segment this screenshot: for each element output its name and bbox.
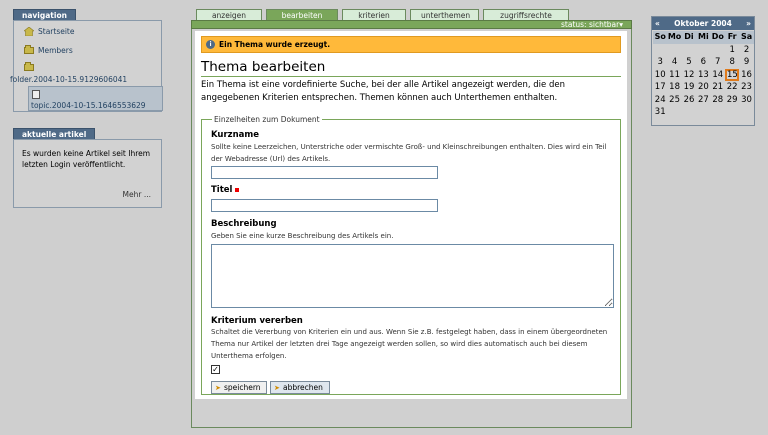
tab-unterthemen[interactable]: unterthemen bbox=[410, 9, 479, 21]
tab-kriterien[interactable]: kriterien bbox=[342, 9, 406, 21]
calendar-day[interactable]: 16 bbox=[741, 69, 752, 80]
tab-zugriffsrechte[interactable]: zugriffsrechte bbox=[483, 9, 569, 21]
titel-label-text: Titel bbox=[211, 185, 233, 195]
titel-label bbox=[211, 185, 239, 195]
status-dropdown[interactable] bbox=[561, 20, 623, 29]
tab-anzeigen[interactable]: anzeigen bbox=[196, 9, 262, 21]
calendar-header bbox=[652, 17, 754, 30]
calendar-weekday: Mo bbox=[667, 31, 681, 44]
calendar-day[interactable]: 7 bbox=[715, 57, 721, 67]
content-area bbox=[195, 31, 627, 399]
calendar-day[interactable]: 11 bbox=[669, 69, 680, 80]
navigation-box bbox=[10, 20, 162, 112]
calendar-day[interactable]: 24 bbox=[654, 94, 666, 105]
calendar-day bbox=[711, 106, 725, 119]
calendar-day[interactable]: 19 bbox=[683, 82, 695, 92]
beschreibung-textarea[interactable] bbox=[211, 244, 614, 308]
nav-item-label: Startseite bbox=[38, 27, 75, 36]
calendar-day[interactable]: 25 bbox=[669, 94, 680, 105]
home-icon bbox=[24, 27, 34, 36]
calendar-day[interactable]: 13 bbox=[697, 69, 709, 80]
calendar-day bbox=[682, 44, 696, 57]
fieldset-legend: Einzelheiten zum Dokument bbox=[214, 115, 320, 124]
content-frame bbox=[191, 28, 632, 428]
nav-item-label: Members bbox=[38, 46, 73, 55]
beschreibung-label: Beschreibung bbox=[211, 219, 277, 229]
calendar-day[interactable]: 22 bbox=[726, 82, 738, 92]
calendar-day[interactable]: 26 bbox=[683, 94, 695, 105]
calendar-next-button[interactable]: » bbox=[746, 19, 751, 28]
nav-item-folder[interactable] bbox=[10, 75, 127, 84]
calendar-day[interactable]: 1 bbox=[729, 44, 735, 55]
cancel-button[interactable] bbox=[270, 381, 330, 394]
calendar-day[interactable]: 6 bbox=[700, 57, 707, 67]
calendar-day[interactable]: 20 bbox=[697, 82, 709, 92]
calendar-portlet bbox=[651, 16, 755, 126]
nav-item-label: folder.2004-10-15.9129606041 bbox=[10, 75, 128, 84]
kurzname-help: Sollte keine Leerzeichen, Unterstriche oder vermischte Groß- und Kleinschreibungen enthalten. Dies wird ein Teil der Webadresse (Url) des Artikels. bbox=[211, 143, 607, 163]
recent-articles-portlet bbox=[13, 128, 162, 208]
save-button[interactable] bbox=[211, 381, 267, 394]
calendar-day[interactable]: 12 bbox=[683, 69, 695, 80]
calendar-day[interactable]: 2 bbox=[743, 44, 750, 55]
calendar-day[interactable]: 27 bbox=[697, 94, 709, 105]
calendar-weekday: So bbox=[653, 31, 667, 44]
nav-item-folder-icon-row bbox=[24, 64, 34, 71]
calendar-day[interactable]: 9 bbox=[743, 57, 750, 67]
calendar-day-today[interactable]: 15 bbox=[726, 69, 738, 80]
beschreibung-help: Geben Sie eine kurze Beschreibung des Artikels ein. bbox=[211, 232, 394, 240]
calendar-day bbox=[696, 106, 710, 119]
recent-articles-title: aktuelle artikel bbox=[13, 128, 95, 140]
titel-input[interactable] bbox=[211, 199, 438, 212]
vererben-label: Kriterium vererben bbox=[211, 316, 303, 326]
calendar-weekday: Do bbox=[711, 31, 725, 44]
calendar-day[interactable]: 8 bbox=[729, 57, 735, 67]
nav-item-startseite[interactable] bbox=[24, 27, 74, 36]
calendar-day bbox=[739, 106, 753, 119]
kurzname-label: Kurzname bbox=[211, 130, 260, 140]
calendar-day bbox=[696, 44, 710, 57]
calendar-day[interactable]: 23 bbox=[741, 82, 752, 92]
recent-articles-text: Es wurden keine Artikel seit Ihrem letzten Login veröffentlicht. bbox=[22, 149, 151, 169]
recent-articles-more-link[interactable]: Mehr ... bbox=[122, 190, 151, 199]
save-button-label: speichern bbox=[224, 383, 261, 392]
page-intro: Ein Thema ist eine vordefinierte Suche, bei der alle Artikel angezeigt werden, die den angegebenen Kriterien entsprechen. Themen können auch Unterthemen enthalten. bbox=[201, 80, 565, 103]
calendar-day[interactable]: 18 bbox=[669, 82, 680, 92]
calendar-day bbox=[653, 44, 667, 57]
calendar-weekday: Di bbox=[682, 31, 696, 44]
cancel-icon: ➤ bbox=[274, 383, 280, 392]
calendar-day[interactable]: 5 bbox=[686, 57, 692, 67]
calendar-day bbox=[667, 106, 681, 119]
calendar-title: Oktober 2004 bbox=[674, 19, 732, 28]
calendar-weekday: Fr bbox=[725, 31, 739, 44]
calendar-day bbox=[725, 106, 739, 119]
folder-icon bbox=[24, 47, 34, 54]
recent-articles-box bbox=[13, 139, 162, 208]
status-bar bbox=[191, 20, 632, 29]
calendar-day[interactable]: 31 bbox=[654, 107, 666, 117]
calendar-day[interactable]: 28 bbox=[712, 94, 724, 105]
vererben-help: Schaltet die Vererbung von Kriterien ein und aus. Wenn Sie z.B. festgelegt haben, dass in einem übergeordneten Thema nur Artikel der letzten drei Tage angezeigt werden sollen, so wird dies automatisch auch bei diesem Unterthema erfolgen. bbox=[211, 328, 608, 360]
tab-bearbeiten[interactable]: bearbeiten bbox=[266, 9, 338, 21]
title-divider bbox=[201, 76, 621, 77]
info-icon: i bbox=[206, 40, 215, 49]
status-label: status: sichtbar bbox=[561, 20, 620, 29]
nav-item-label: topic.2004-10-15.1646553629 bbox=[31, 101, 146, 110]
calendar-day bbox=[711, 44, 725, 57]
calendar-prev-button[interactable]: « bbox=[655, 19, 660, 28]
page-title: Thema bearbeiten bbox=[201, 59, 326, 75]
required-marker-icon bbox=[235, 188, 239, 192]
calendar-weekday: Sa bbox=[739, 31, 753, 44]
calendar-weekday: Mi bbox=[696, 31, 710, 44]
topic-icon bbox=[32, 90, 40, 99]
save-icon: ➤ bbox=[215, 383, 221, 392]
calendar-day[interactable]: 17 bbox=[654, 82, 666, 92]
info-message bbox=[201, 36, 621, 53]
info-message-text: Ein Thema wurde erzeugt. bbox=[219, 40, 331, 49]
calendar-day[interactable]: 14 bbox=[712, 69, 724, 80]
cancel-button-label: abbrechen bbox=[283, 383, 323, 392]
calendar-day[interactable]: 29 bbox=[726, 94, 738, 105]
calendar-day[interactable]: 4 bbox=[671, 57, 678, 67]
kurzname-input[interactable] bbox=[211, 166, 438, 179]
navigation-portlet bbox=[10, 9, 162, 112]
calendar-day[interactable]: 3 bbox=[657, 57, 663, 67]
calendar-day bbox=[682, 106, 696, 119]
calendar-day[interactable]: 21 bbox=[712, 82, 724, 92]
document-details-fieldset bbox=[201, 115, 621, 395]
navigation-title: navigation bbox=[13, 9, 76, 21]
nav-item-members[interactable] bbox=[24, 46, 73, 55]
nav-item-topic[interactable] bbox=[28, 86, 163, 111]
calendar-grid bbox=[653, 31, 754, 119]
vererben-checkbox[interactable] bbox=[211, 365, 220, 374]
calendar-day[interactable]: 10 bbox=[654, 69, 666, 80]
calendar-day bbox=[667, 44, 681, 57]
dropdown-arrow-icon: ▾ bbox=[619, 20, 623, 29]
folder-icon bbox=[24, 64, 34, 71]
calendar-day[interactable]: 30 bbox=[741, 94, 752, 105]
checkmark-icon: ✓ bbox=[212, 365, 219, 374]
